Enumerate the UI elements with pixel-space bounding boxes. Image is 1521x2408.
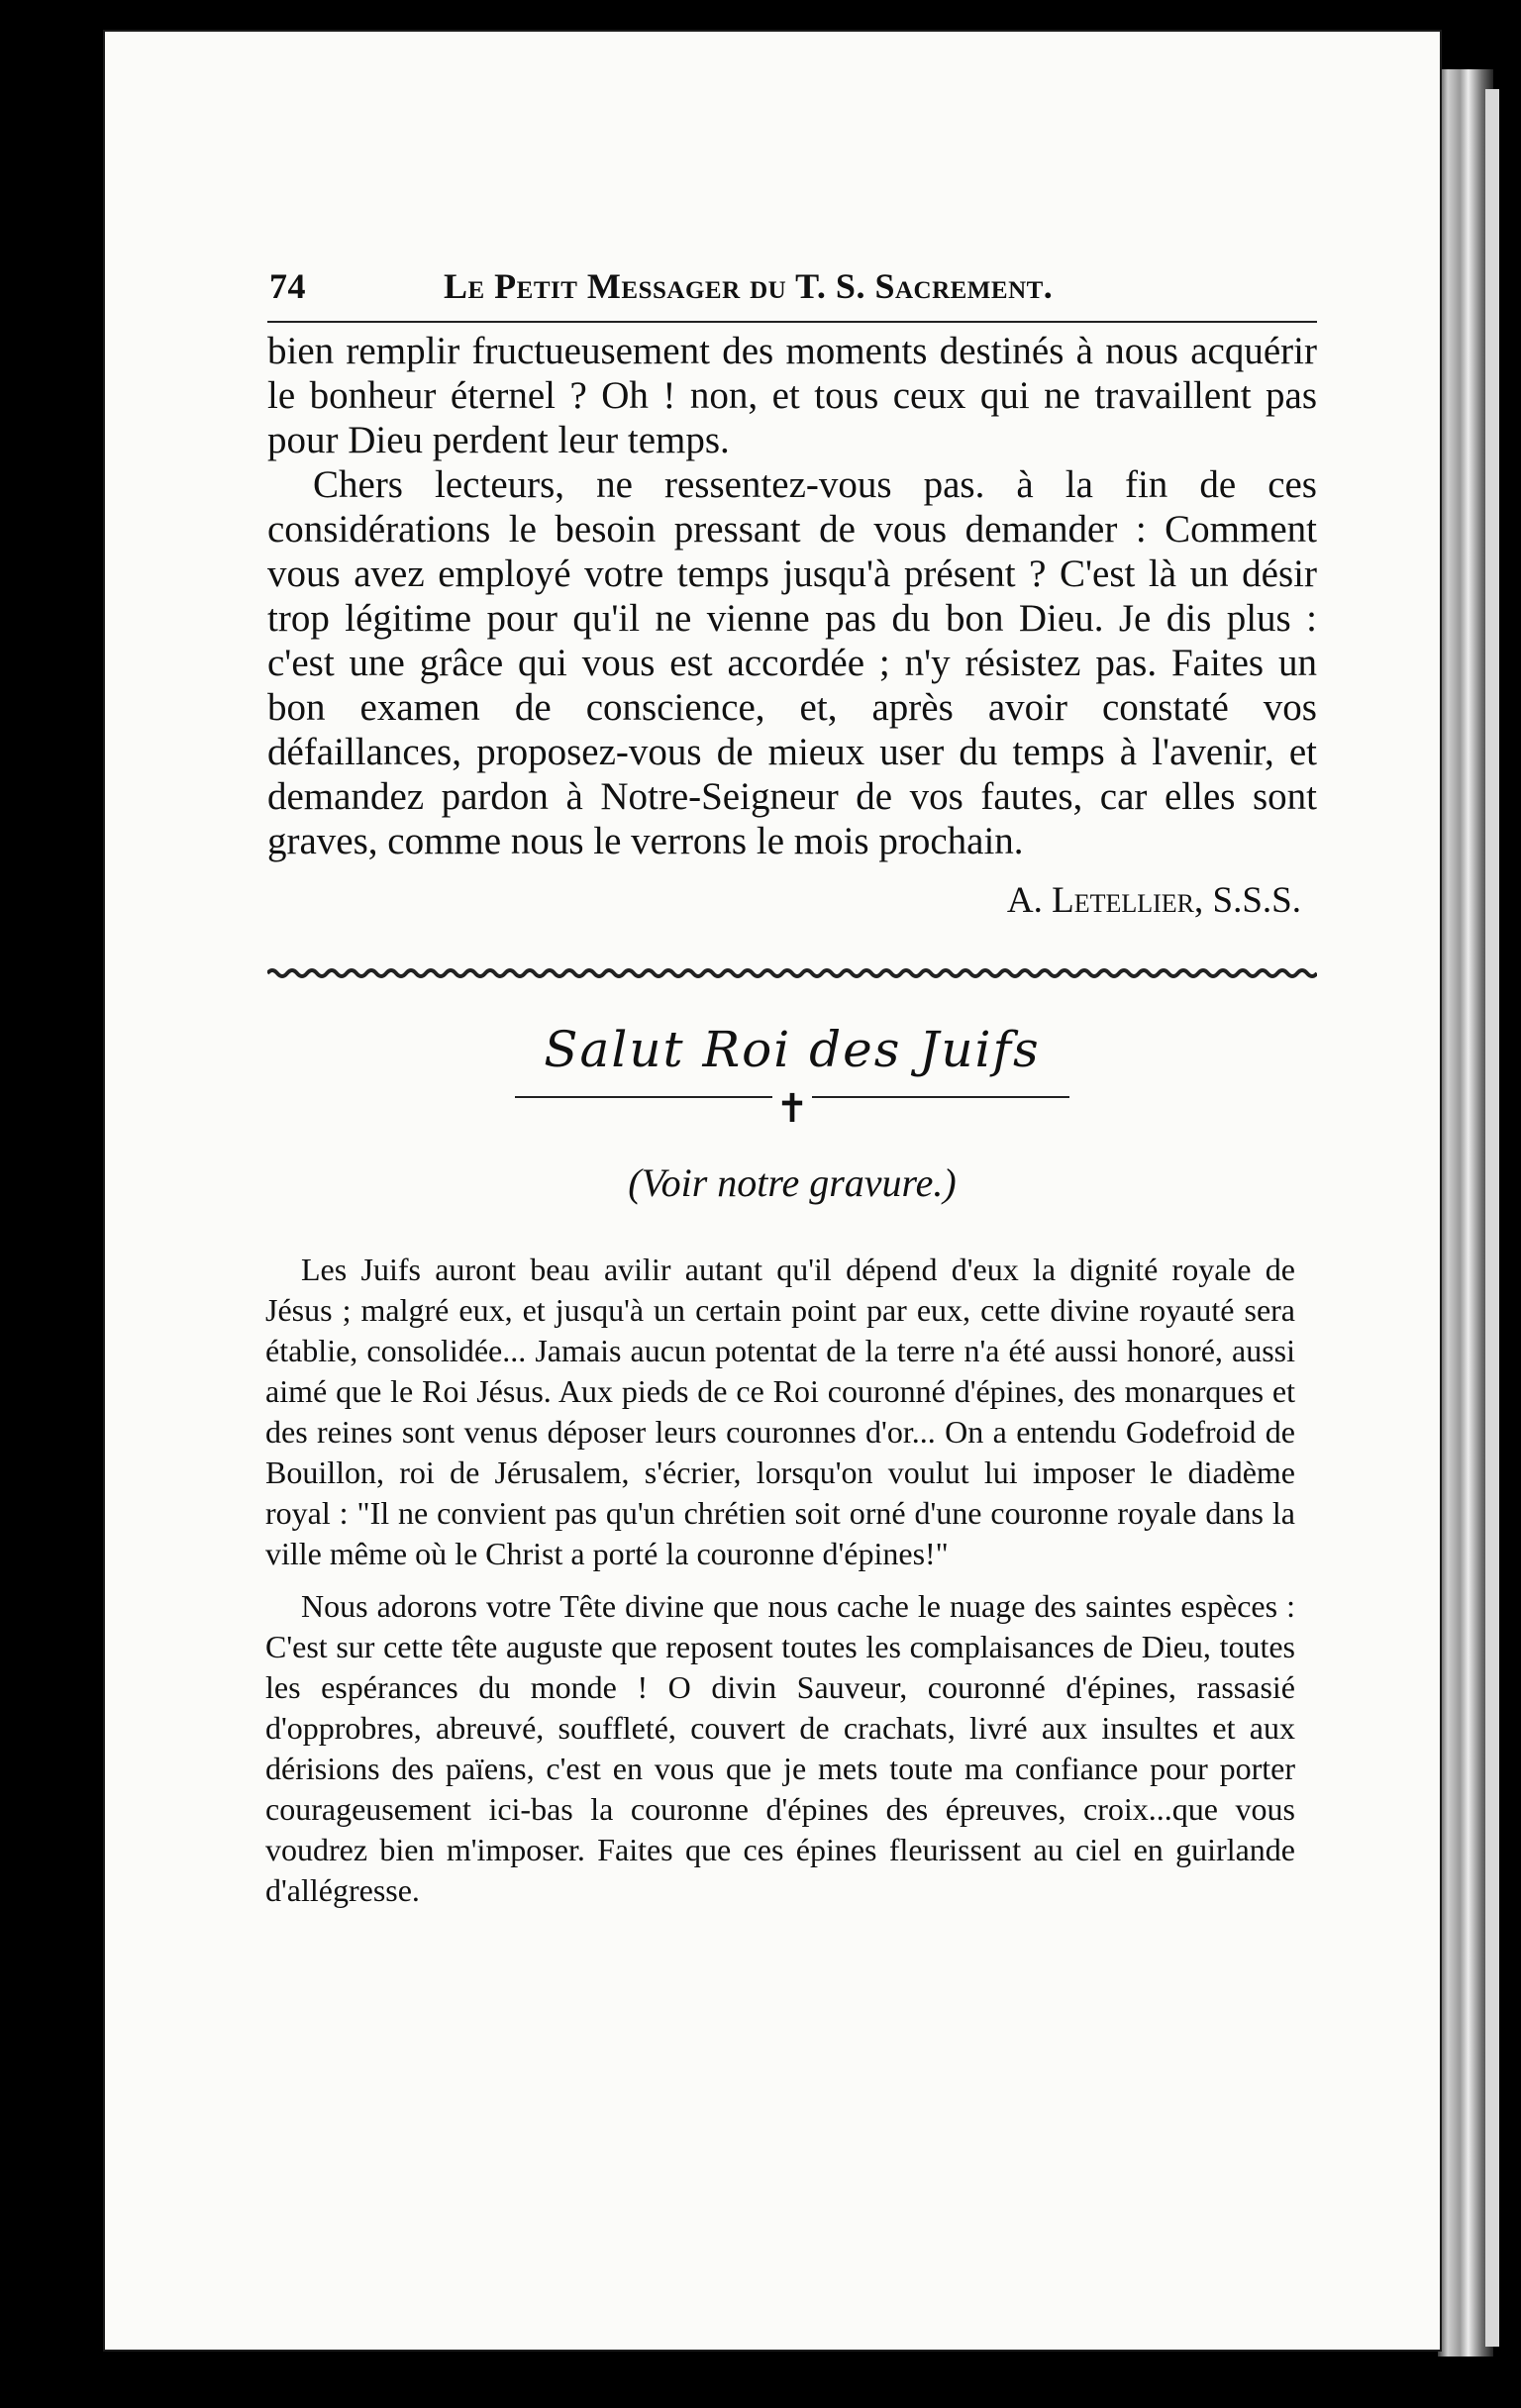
signature-order: S.S.S.: [1212, 880, 1301, 921]
header-rule: [267, 321, 1317, 323]
article-subtitle: (Voir notre gravure.): [628, 1160, 957, 1205]
running-title: Le Petit Messager du T. S. Sacrement.: [444, 266, 1054, 306]
ornament-icon: ✝: [775, 1086, 809, 1131]
paragraph: Chers lecteurs, ne ressentez-vous pas. à la fin de ces considérations le besoin pressant de vous demander : Comment vous avez employé votre temps jusqu'à présent ? C'est là un désir trop légitime pour qu'il ne vienne pas du bon Dieu. Je dis plus : c'est une grâce qui vous est accordée ; n'y résistez pas. Faites un bon examen de conscience, et, après avoir constaté vos défaillances, proposez-vous de mieux user du temps à l'avenir, et demandez pardon à Notre-Seigneur de vos fautes, car elles sont graves, comme nous le verrons le mois prochain.: [267, 463, 1317, 862]
article-title: Salut Roi des Juifs: [544, 1021, 1041, 1078]
page-content: [267, 259, 1317, 1923]
wavy-divider: [267, 961, 1317, 985]
author-signature: [267, 879, 1317, 922]
book-edge-inner: [1485, 89, 1499, 2347]
article-title-block: [267, 1021, 1317, 1189]
article-continuation: [267, 329, 1317, 863]
paragraph: Nous adorons votre Tête divine que nous cache le nuage des saintes espèces : C'est sur cette tête auguste que reposent toutes les complaisances de Dieu, toutes les espérances du monde ! O divin Sauveur, couronné d'épines, rassasié d'opprobres, abreuvé, souffleté, couvert de crachats, livré aux insultes et aux dérisions des païens, c'est en vous que je mets toute ma confiance pour porter courageusement ici-bas la couronne d'épines des épreuves, croix...que vous voudrez bien m'imposer. Faites que ces épines fleurissent au ciel en guirlande d'allégresse.: [265, 1588, 1295, 1908]
running-head: [267, 259, 1317, 317]
paragraph: bien remplir fructueusement des moments destinés à nous acquérir le bonheur éternel ? Oh ! non, et tous ceux qui ne travaillent pas pour Dieu perdent leur temps.: [267, 330, 1317, 461]
signature-initial: A.: [1006, 880, 1043, 921]
paragraph: Les Juifs auront beau avilir autant qu'il dépend d'eux la dignité royale de Jésus ; malgré eux, et jusqu'à un certain point par eux, cette divine royauté sera établie, consolidée... Jamais aucun potentat de la terre n'a été aussi honoré, aussi aimé que le Roi Jésus. Aux pieds de ce Roi couronné d'épines, des monarques et des reines sont venus déposer leurs couronnes d'or... On a entendu Godefroid de Bouillon, roi de Jérusalem, s'écrier, lorsqu'on voulut lui imposer le diadème royal : "Il ne convient pas qu'un chrétien soit orné d'une couronne royale dans la ville même où le Christ a porté la couronne d'épines!": [265, 1252, 1295, 1571]
title-rule-right: [812, 1096, 1069, 1098]
article-body: [265, 1250, 1295, 1911]
title-rule-left: [515, 1096, 772, 1098]
signature-name: Letellier,: [1052, 880, 1204, 921]
page-number: 74: [269, 266, 306, 306]
